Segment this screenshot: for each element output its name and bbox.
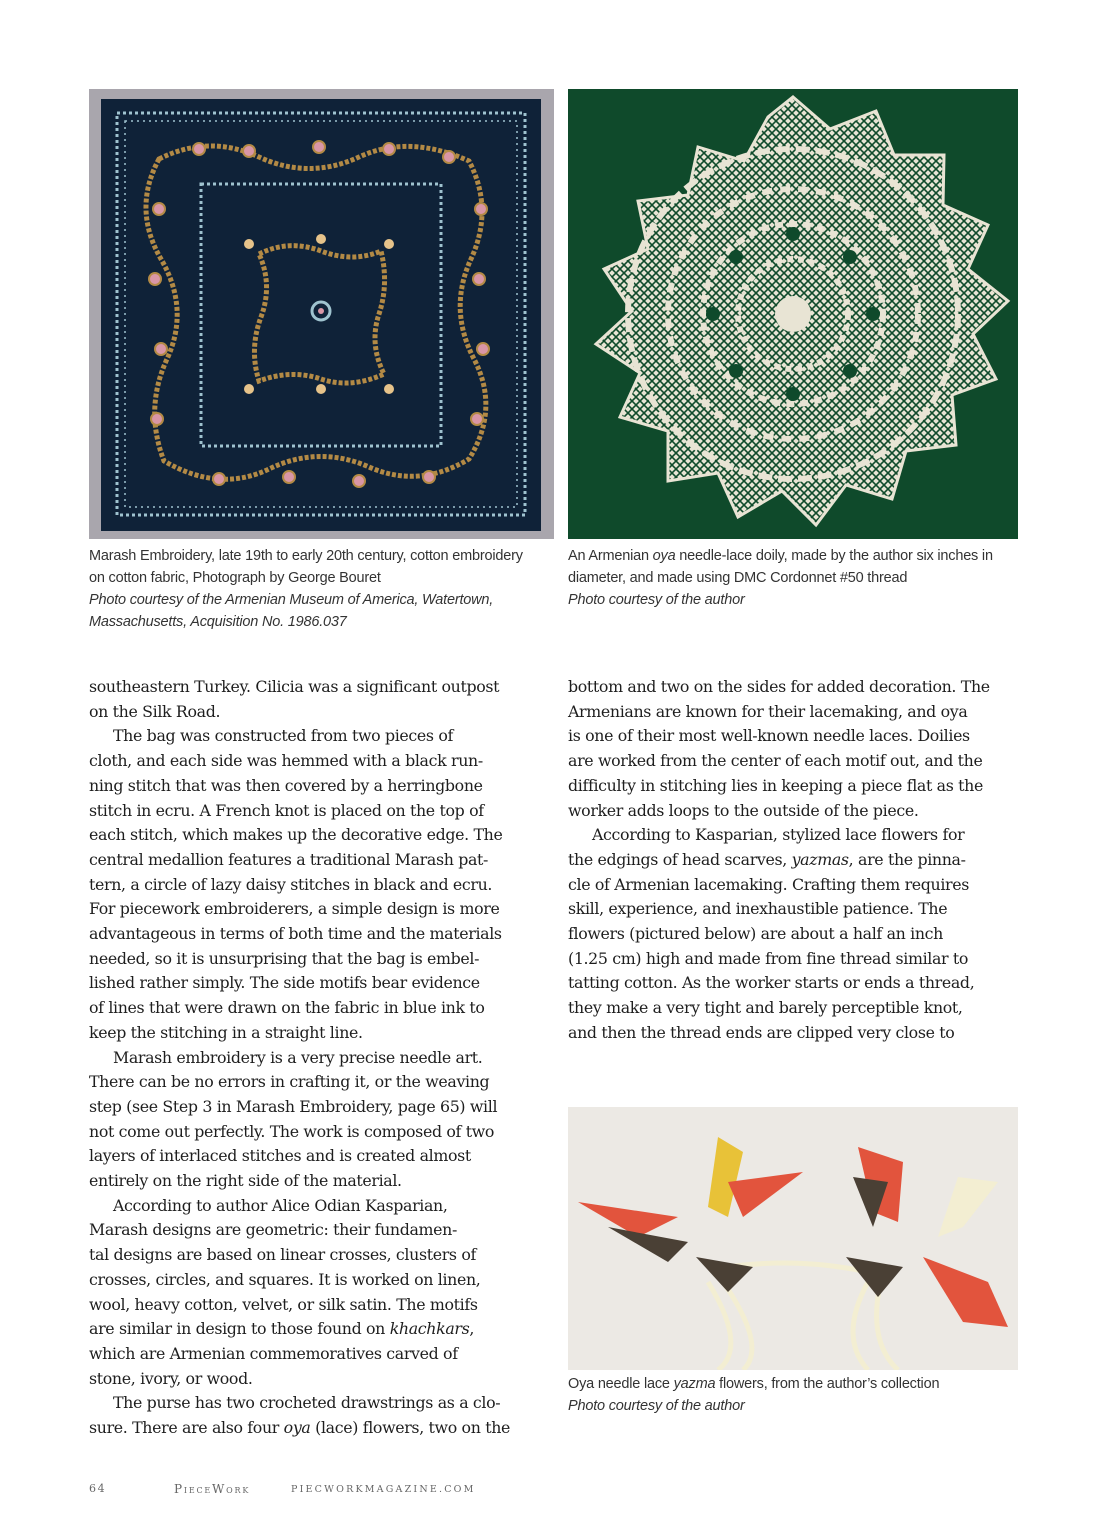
oya-doily-photo [568, 89, 1018, 539]
text-line: southeastern Turkey. Cilicia was a significant outpost [89, 677, 500, 696]
text-line: they make a very tight and barely perceptible knot, [568, 998, 963, 1018]
page-number: 64 [89, 1482, 107, 1495]
text-line: needed, so it is unsurprising that the bag is embel- [89, 948, 480, 968]
text-run: , are the pinna- [848, 849, 966, 869]
magazine-name: PieceWork [174, 1482, 251, 1496]
italic-term: oya [283, 1418, 311, 1438]
text-run: the edgings of head scarves, [568, 849, 792, 869]
italic-term: khachkars [389, 1319, 470, 1339]
text-line: flowers (pictured below) are about a half an inch [568, 924, 944, 944]
text-line: The purse has two crocheted drawstrings as a clo- [113, 1393, 501, 1413]
text-line: tern, a circle of lazy daisy stitches in black and ecru. [89, 874, 493, 894]
photo-credit: Massachusetts, Acquisition No. 1986.037 [89, 614, 347, 630]
text-line [568, 848, 1018, 873]
caption-line [568, 545, 1018, 567]
text-line: According to Kasparian, stylized lace flowers for [592, 825, 965, 845]
text-line: bottom and two on the sides for added decoration. The [568, 677, 990, 696]
text-line: of lines that were drawn on the fabric in blue ink to [89, 998, 485, 1018]
caption-line [568, 1373, 1018, 1395]
text-line: and then the thread ends are clipped very close to [568, 1022, 955, 1042]
oya-doily-graphic [568, 89, 1018, 539]
caption-text: Oya needle lace [568, 1376, 674, 1392]
caption-text: An Armenian [568, 548, 653, 564]
text-line: There can be no errors in crafting it, or the weaving [89, 1072, 490, 1092]
text-line [89, 1317, 559, 1342]
text-line: step (see Step 3 in Marash Embroidery, page 65) will [89, 1096, 498, 1116]
caption-line: Marash Embroidery, late 19th to early 20th century, cotton embroidery [89, 548, 523, 564]
magazine-url: PIECWORKMAGAZINE.COM [291, 1484, 476, 1495]
text-run: (lace) flowers, two on the [310, 1418, 511, 1438]
text-line: keep the stitching in a straight line. [89, 1022, 363, 1042]
text-line: Marash designs are geometric: their fundamen- [89, 1220, 457, 1240]
text-line: skill, experience, and inexhaustible patience. The [568, 899, 948, 919]
marash-embroidery-photo [89, 89, 554, 539]
text-line: which are Armenian commemoratives carved of [89, 1343, 458, 1363]
text-line: difficulty in stitching lies in keeping a piece flat as the [568, 775, 983, 795]
caption-text: needle-lace doily, made by the author six inches in [675, 548, 993, 564]
text-line: is one of their most well-known needle laces. Doilies [568, 726, 970, 746]
text-line: layers of interlaced stitches and is created almost [89, 1146, 471, 1166]
italic-term: yazmas [791, 849, 849, 869]
text-line: Armenians are known for their lacemaking, and oya [568, 701, 968, 721]
text-line: worker adds loops to the outside of the piece. [568, 800, 919, 820]
text-line: on the Silk Road. [89, 701, 221, 721]
text-line: are worked from the center of each motif out, and the [568, 751, 983, 771]
text-line: The bag was constructed from two pieces of [113, 726, 454, 746]
text-line: cloth, and each side was hemmed with a black run- [89, 751, 483, 771]
text-line: lished rather simply. The side motifs bear evidence [89, 973, 480, 993]
doily-caption [568, 545, 1018, 611]
text-run: sure. There are also four [89, 1418, 284, 1438]
left-text-column [89, 675, 559, 1441]
caption-italic-term: yazma [673, 1376, 716, 1392]
photo-credit: Photo courtesy of the author [568, 1398, 745, 1414]
flowers-caption [568, 1373, 1018, 1417]
text-run: , [469, 1319, 475, 1339]
yazma-flowers-graphic [568, 1107, 1018, 1370]
yazma-flowers-photo [568, 1107, 1018, 1370]
text-line: advantageous in terms of both time and the materials [89, 924, 502, 944]
caption-italic-term: oya [652, 548, 676, 564]
caption-line: on cotton fabric, Photograph by George Bouret [89, 570, 381, 586]
caption-line: diameter, and made using DMC Cordonnet #50 thread [568, 570, 908, 586]
text-line: central medallion features a traditional Marash pat- [89, 849, 489, 869]
text-run: are similar in design to those found on [89, 1319, 390, 1339]
text-line: each stitch, which makes up the decorative edge. The [89, 825, 503, 845]
text-line: stone, ivory, or wood. [89, 1368, 253, 1388]
text-line: crosses, circles, and squares. It is worked on linen, [89, 1269, 481, 1289]
marash-caption [89, 545, 559, 633]
marash-embroidery-graphic [89, 89, 554, 539]
text-line [89, 1416, 559, 1441]
photo-credit: Photo courtesy of the author [568, 592, 745, 608]
text-line: cle of Armenian lacemaking. Crafting them requires [568, 874, 970, 894]
text-line: According to author Alice Odian Kasparian, [113, 1195, 448, 1215]
text-line: tatting cotton. As the worker starts or ends a thread, [568, 973, 975, 993]
right-text-column [568, 675, 1018, 1046]
text-line: stitch in ecru. A French knot is placed on the top of [89, 800, 484, 820]
caption-text: flowers, from the author’s collection [715, 1376, 940, 1392]
text-line: wool, heavy cotton, velvet, or silk satin. The motifs [89, 1294, 478, 1314]
text-line: ning stitch that was then covered by a herringbone [89, 775, 483, 795]
text-line: Marash embroidery is a very precise needle art. [113, 1047, 483, 1067]
text-line: For piecework embroiderers, a simple design is more [89, 899, 500, 919]
text-line: tal designs are based on linear crosses, clusters of [89, 1245, 476, 1265]
text-line: entirely on the right side of the material. [89, 1171, 402, 1191]
text-line: (1.25 cm) high and made from fine thread similar to [568, 948, 969, 968]
photo-credit: Photo courtesy of the Armenian Museum of America, Watertown, [89, 592, 494, 608]
text-line: not come out perfectly. The work is composed of two [89, 1121, 495, 1141]
